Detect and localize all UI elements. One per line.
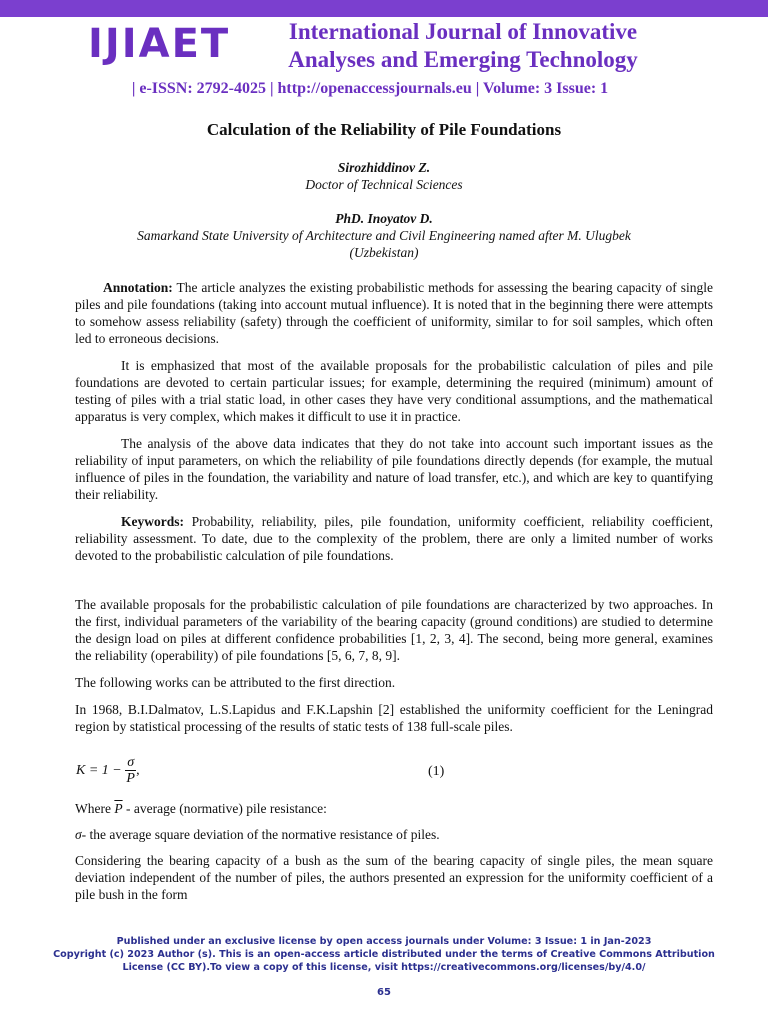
body-paragraph-1: The available proposals for the probabilistic calculation of pile foundations are characterized by two approaches. In the first, individual parameters of the variability of the bearing capacity (ground conditions) are studied to determine the design load on piles at different confidence probabilities [1, 2, 3, 4]. The second, being more general, examines the reliability (operability) of pile foundations [5, 6, 7, 8, 9]. (75, 597, 713, 663)
equation-number: (1) (428, 764, 445, 779)
where-prefix: Where (75, 801, 115, 816)
equation-lhs: K = 1 − (76, 763, 122, 779)
abstract-paragraph-2: It is emphasized that most of the available proposals for the probabilistic calculation of piles and pile foundations are devoted to certain particular issues; for example, determining the required (minimum) amount of testing of piles with a trial static load, in other cases they have very conditional assumptions, and the mathematical apparatus is very complex, which makes it difficult to use it in practice. (75, 358, 713, 424)
sigma-symbol: σ (75, 827, 82, 842)
annotation-label: Annotation: (103, 280, 173, 295)
journal-logo: IJIAET (88, 21, 231, 67)
affiliation-2-line2: (Uzbekistan) (349, 245, 419, 260)
paper-title: Calculation of the Reliability of Pile Foundations (206, 120, 562, 139)
header-top-bar (0, 0, 768, 17)
license-footer (40, 935, 728, 974)
body-section-1 (75, 596, 713, 735)
p-bar-symbol: $\overline{P}$ (114, 801, 123, 816)
equation-comma: , (136, 763, 140, 779)
page-number: 65 (377, 987, 391, 998)
journal-name (248, 18, 678, 74)
abstract-section (75, 279, 713, 564)
keywords-text: Probability, reliability, piles, pile foundation, uniformity coefficient, reliability coefficient, reliability assessment. To date, due to the complexity of the problem, there are only a limited number of works devoted to the probabilistic calculation of pile foundations. (75, 514, 713, 563)
body-paragraph-4: Considering the bearing capacity of a bush as the sum of the bearing capacity of single piles, the mean square deviation independent of the number of piles, the authors presented an expression for the uniformity coefficient of a pile bush in the form (75, 853, 713, 902)
equation-1 (76, 756, 140, 786)
fraction-denominator: P (126, 771, 135, 786)
affiliation-2 (60, 227, 708, 261)
footer-line1: Published under an exclusive license by open access journals under Volume: 3 Issue: 1 in Jan-2023 (116, 936, 652, 947)
footer-line2: Copyright (c) 2023 Author (s). This is an open-access article distributed under the terms of Creative Commons Attribution (53, 949, 715, 960)
body-section-2 (75, 800, 713, 903)
fraction-numerator: σ (127, 755, 135, 770)
where-description: - average (normative) pile resistance: (122, 801, 327, 816)
author-1: Sirozhiddinov Z. (337, 160, 431, 175)
sigma-description: - the average square deviation of the normative resistance of piles. (81, 827, 440, 842)
keywords-paragraph (75, 513, 713, 564)
where-line (75, 800, 713, 817)
author-2: PhD. Inoyatov D. (335, 211, 433, 226)
annotation-paragraph (75, 279, 713, 347)
issn-line: | e-ISSN: 2792-4025 | http://openaccessjournals.eu | Volume: 3 Issue: 1 (131, 80, 609, 97)
body-paragraph-2: The following works can be attributed to the first direction. (75, 675, 396, 690)
abstract-paragraph-3: The analysis of the above data indicates that they do not take into account such important issues as the reliability of input parameters, on which the reliability of pile foundations directly depends (for example, the mutual influence of piles in the foundation, the variability and nature of load transfer, etc.), and which are key to quantifying their reliability. (75, 436, 713, 502)
journal-name-line2: Analyses and Emerging Technology (288, 47, 638, 72)
body-paragraph-3: In 1968, B.I.Dalmatov, L.S.Lapidus and F.K.Lapshin [2] established the uniformity coefficient for the Leningrad region by statistical processing of the results of static tests of 138 full-scale piles. (75, 702, 713, 734)
footer-line3: License (CC BY).To view a copy of this license, visit https://creativecommons.org/licenses/by/4.0/ (122, 962, 646, 973)
journal-name-line1: International Journal of Innovative (288, 19, 638, 44)
affiliation-1: Doctor of Technical Sciences (305, 177, 463, 192)
keywords-label: Keywords: (121, 514, 184, 529)
annotation-text: The article analyzes the existing probabilistic methods for assessing the bearing capacity of single piles and pile foundations (taking into account mutual influence). It is noted that in the beginning there were attempts to somehow assess reliability (safety) through the coefficient of uniformity, similar to for soil samples, which often led to erroneous decisions. (75, 280, 713, 346)
sigma-line (75, 826, 713, 843)
affiliation-2-line1: Samarkand State University of Architecture and Civil Engineering named after M. Ulugbek (137, 228, 631, 243)
equation-fraction (125, 756, 136, 786)
